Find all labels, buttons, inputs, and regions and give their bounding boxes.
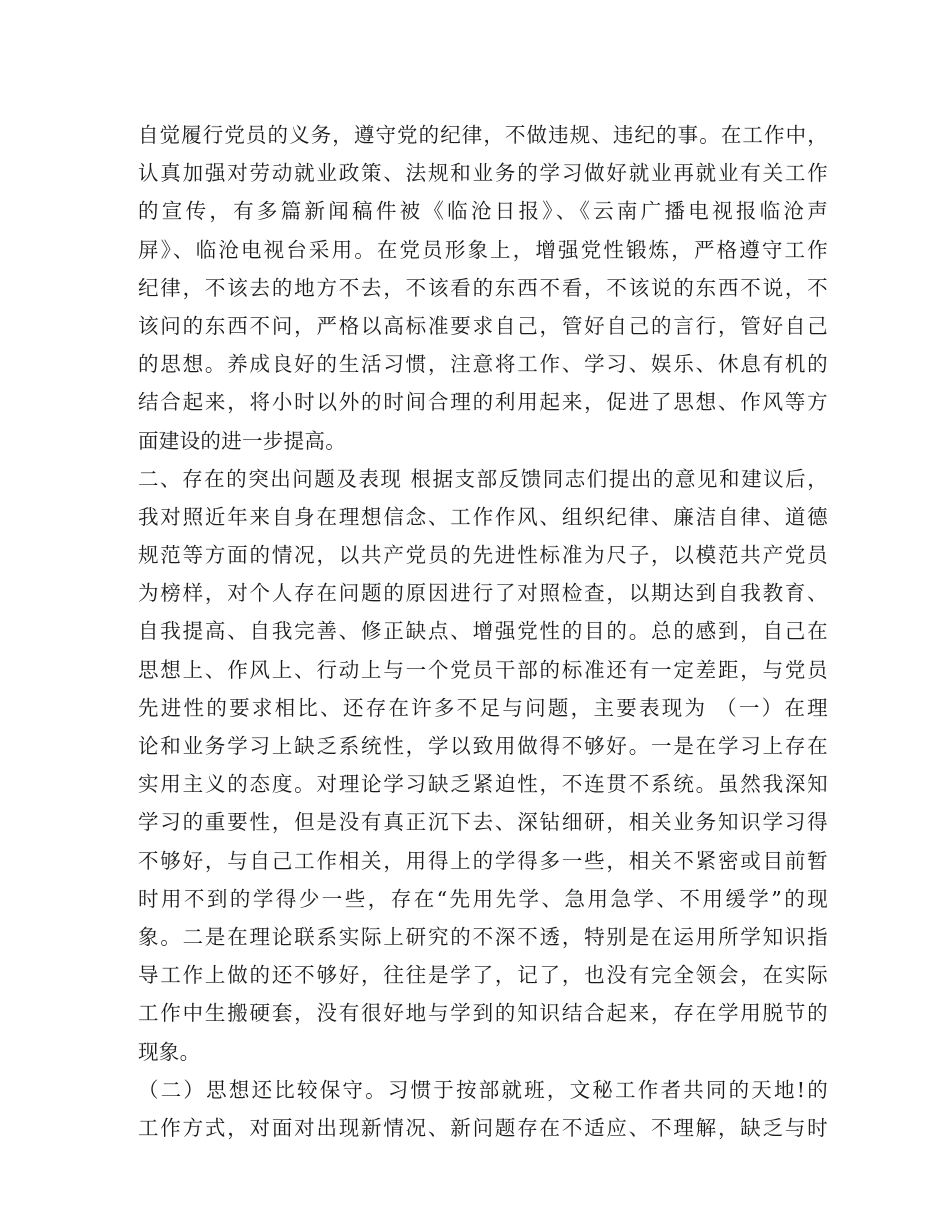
text-line: 不够好，与自己工作相关，用得上的学得多一些，相关不紧密或目前暂 (138, 848, 828, 873)
text-line: 现象。 (138, 1039, 201, 1064)
text-line: 规范等方面的情况，以共产党员的先进性标准为尺子，以模范共产党员 (138, 543, 828, 568)
subsection-heading-line: （二）思想还比较保守。习惯于按部就班，文秘工作者共同的天地!的 (138, 1077, 828, 1102)
text-line: 自觉履行党员的义务，遵守党的纪律，不做违规、违纪的事。在工作中， (138, 123, 828, 147)
text-line: 象。二是在理论联系实际上研究的不深不透，特别是在运用所学知识指 (138, 924, 828, 949)
text-line: 学习的重要性，但是没有真正沉下去、深钻细研，相关业务知识学习得 (138, 810, 828, 835)
text-line: 屏》、临沧电视台采用。在党员形象上，增强党性锻炼，严格遵守工作 (138, 237, 828, 262)
text-line: 导工作上做的还不够好，往往是学了，记了，也没有完全领会，在实际 (138, 963, 828, 988)
text-line: 我对照近年来自身在理想信念、工作作风、组织纪律、廉洁自律、道德 (138, 504, 828, 529)
section-heading-line: 二、存在的突出问题及表现 根据支部反馈同志们提出的意见和建议后， (138, 466, 828, 491)
text-line: 时用不到的学得少一些，存在“先用先学、急用急学、不用缓学”的现 (138, 886, 828, 911)
text-line: 为榜样，对个人存在问题的原因进行了对照检查，以期达到自我教育、 (138, 581, 828, 606)
text-line: 思想上、作风上、行动上与一个党员干部的标准还有一定差距，与党员 (138, 657, 828, 682)
text-line: 工作中生搬硬套，没有很好地与学到的知识结合起来，存在学用脱节的 (138, 1001, 828, 1026)
text-line: 的宣传，有多篇新闻稿件被《临沧日报》、《云南广播电视报临沧声 (138, 199, 828, 224)
text-line: 实用主义的态度。对理论学习缺乏紧迫性，不连贯不系统。虽然我深知 (138, 772, 828, 797)
text-line: 先进性的要求相比、还存在许多不足与问题，主要表现为 （一）在理 (138, 695, 828, 720)
text-line: 的思想。养成良好的生活习惯，注意将工作、学习、娱乐、休息有机的 (138, 352, 828, 377)
text-line: 自我提高、自我完善、修正缺点、增强党性的目的。总的感到，自己在 (138, 619, 828, 644)
text-line: 论和业务学习上缺乏系统性，学以致用做得不够好。一是在学习上存在 (138, 734, 828, 758)
text-line: 该问的东西不问，严格以高标准要求自己，管好自己的言行，管好自己 (138, 313, 828, 338)
text-line: 工作方式，对面对出现新情况、新问题存在不适应、不理解，缺乏与时 (138, 1115, 828, 1140)
text-line: 认真加强对劳动就业政策、法规和业务的学习做好就业再就业有关工作 (138, 161, 828, 186)
body-text (138, 116, 828, 1147)
text-line: 纪律，不该去的地方不去，不该看的东西不看，不该说的东西不说，不 (138, 275, 828, 300)
text-line: 面建设的进一步提高。 (138, 428, 346, 453)
text-line: 结合起来，将小时以外的时间合理的利用起来，促进了思想、作风等方 (138, 390, 828, 415)
